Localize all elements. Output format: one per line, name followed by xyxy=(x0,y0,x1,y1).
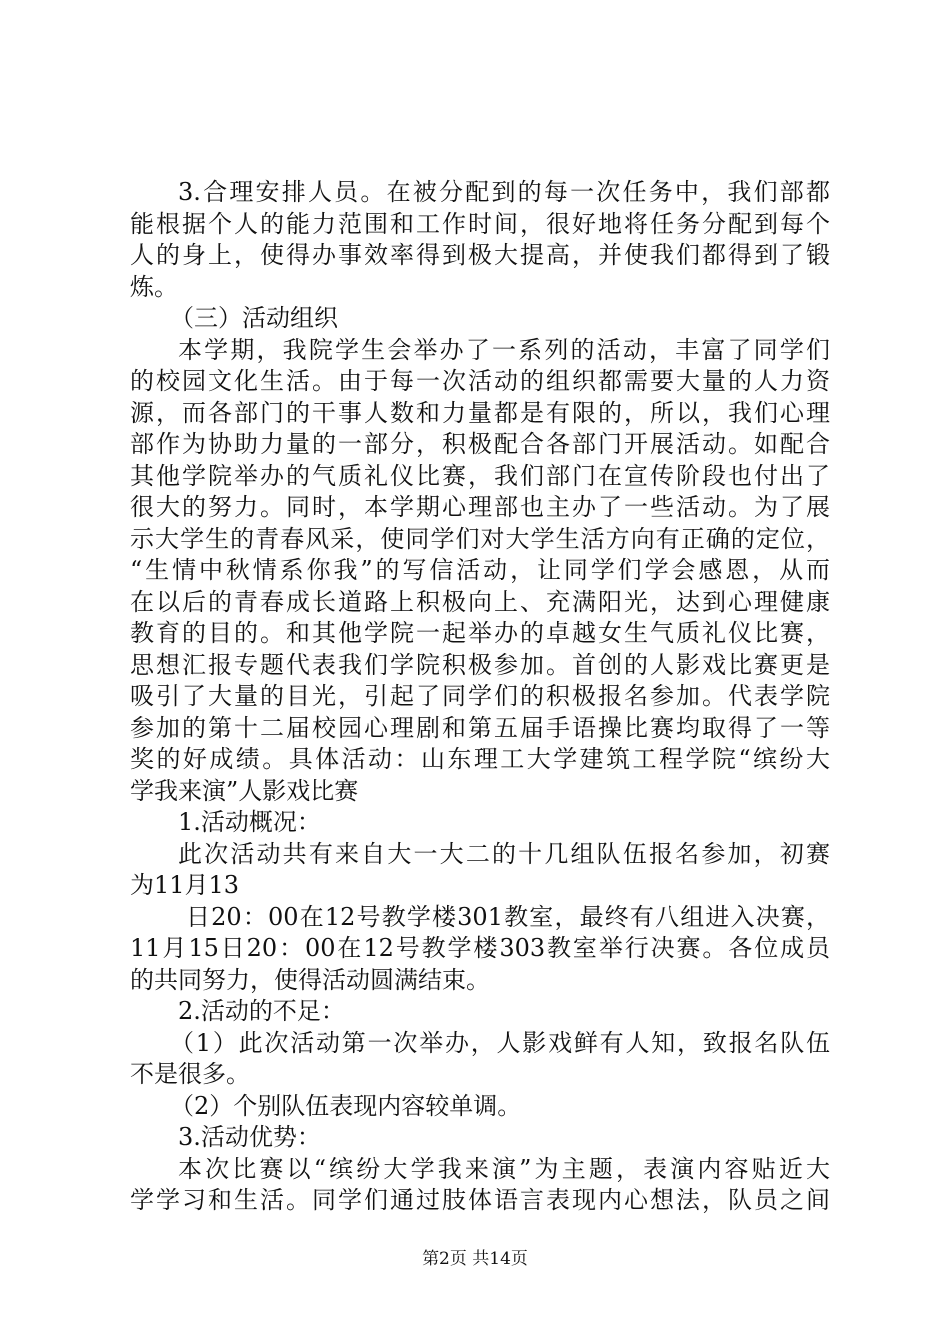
paragraph-line: 源，而各部门的干事人数和力量都是有限的，所以，我们心理 xyxy=(130,398,830,427)
paragraph-line: 思想汇报专题代表我们学院积极参加。首创的人影戏比赛更是 xyxy=(130,650,830,679)
paragraph-line: 学我来演”人影戏比赛 xyxy=(130,776,359,805)
paragraph-line: 的共同努力，使得活动圆满结束。 xyxy=(130,965,490,994)
paragraph-line: 11月15日20：00在12号教学楼303教室举行决赛。各位成员 xyxy=(130,934,830,962)
paragraph-line: 本次比赛以“缤纷大学我来演”为主题，表演内容贴近大 xyxy=(178,1154,830,1183)
paragraph-line: 为11月13 xyxy=(130,871,240,899)
body-text xyxy=(130,177,830,1217)
page-footer xyxy=(0,1244,950,1269)
paragraph-line: 能根据个人的能力范围和工作时间，很好地将任务分配到每个 xyxy=(130,209,830,238)
paragraph-line: 在以后的青春成长道路上积极向上、充满阳光，达到心理健康 xyxy=(130,587,830,616)
paragraph-line: 很大的努力。同时，本学期心理部也主办了一些活动。为了展 xyxy=(130,493,830,521)
subsection-heading: 3.活动优势： xyxy=(178,1123,321,1151)
page-number: 第2页 共14页 xyxy=(422,1249,528,1269)
paragraph-line: （1）此次活动第一次举办，人影戏鲜有人知，致报名队伍 xyxy=(170,1028,830,1057)
paragraph-line: 人的身上，使得办事效率得到极大提高，并使我们都得到了锻 xyxy=(130,241,830,269)
paragraph-line: 其他学院举办的气质礼仪比赛，我们部门在宣传阶段也付出了 xyxy=(130,461,830,490)
paragraph-line: 参加的第十二届校园心理剧和第五届手语操比赛均取得了一等 xyxy=(130,713,830,742)
paragraph-line: “生情中秋情系你我”的写信活动，让同学们学会感恩，从而 xyxy=(130,556,830,584)
paragraph-line: 教育的目的。和其他学院一起举办的卓越女生气质礼仪比赛， xyxy=(130,619,830,647)
paragraph-line: 不是很多。 xyxy=(130,1060,250,1088)
paragraph-line: 日20：00在12号教学楼301教室，最终有八组进入决赛， xyxy=(186,902,830,931)
subsection-heading: 2.活动的不足： xyxy=(178,997,345,1025)
paragraph-line: 的校园文化生活。由于每一次活动的组织都需要大量的人力资 xyxy=(130,367,830,395)
paragraph-line: 本学期，我院学生会举办了一系列的活动，丰富了同学们 xyxy=(178,335,830,364)
paragraph-line: 学学习和生活。同学们通过肢体语言表现内心想法，队员之间 xyxy=(130,1186,830,1214)
paragraph-line: 吸引了大量的目光，引起了同学们的积极报名参加。代表学院 xyxy=(130,682,830,710)
section-heading: （三）活动组织 xyxy=(170,304,338,332)
paragraph-line: 此次活动共有来自大一大二的十几组队伍报名参加，初赛 xyxy=(178,839,830,868)
subsection-heading: 1.活动概况： xyxy=(178,808,321,836)
paragraph-line: （2）个别队伍表现内容较单调。 xyxy=(170,1091,522,1120)
paragraph-line: 奖的好成绩。具体活动：山东理工大学建筑工程学院“缤纷大 xyxy=(130,745,830,773)
paragraph-line: 3.合理安排人员。在被分配到的每一次任务中，我们部都 xyxy=(178,178,830,206)
paragraph-line: 炼。 xyxy=(130,272,178,301)
paragraph-line: 示大学生的青春风采，使同学们对大学生活方向有正确的定位， xyxy=(130,524,830,553)
paragraph-line: 部作为协助力量的一部分，积极配合各部门开展活动。如配合 xyxy=(130,430,830,458)
